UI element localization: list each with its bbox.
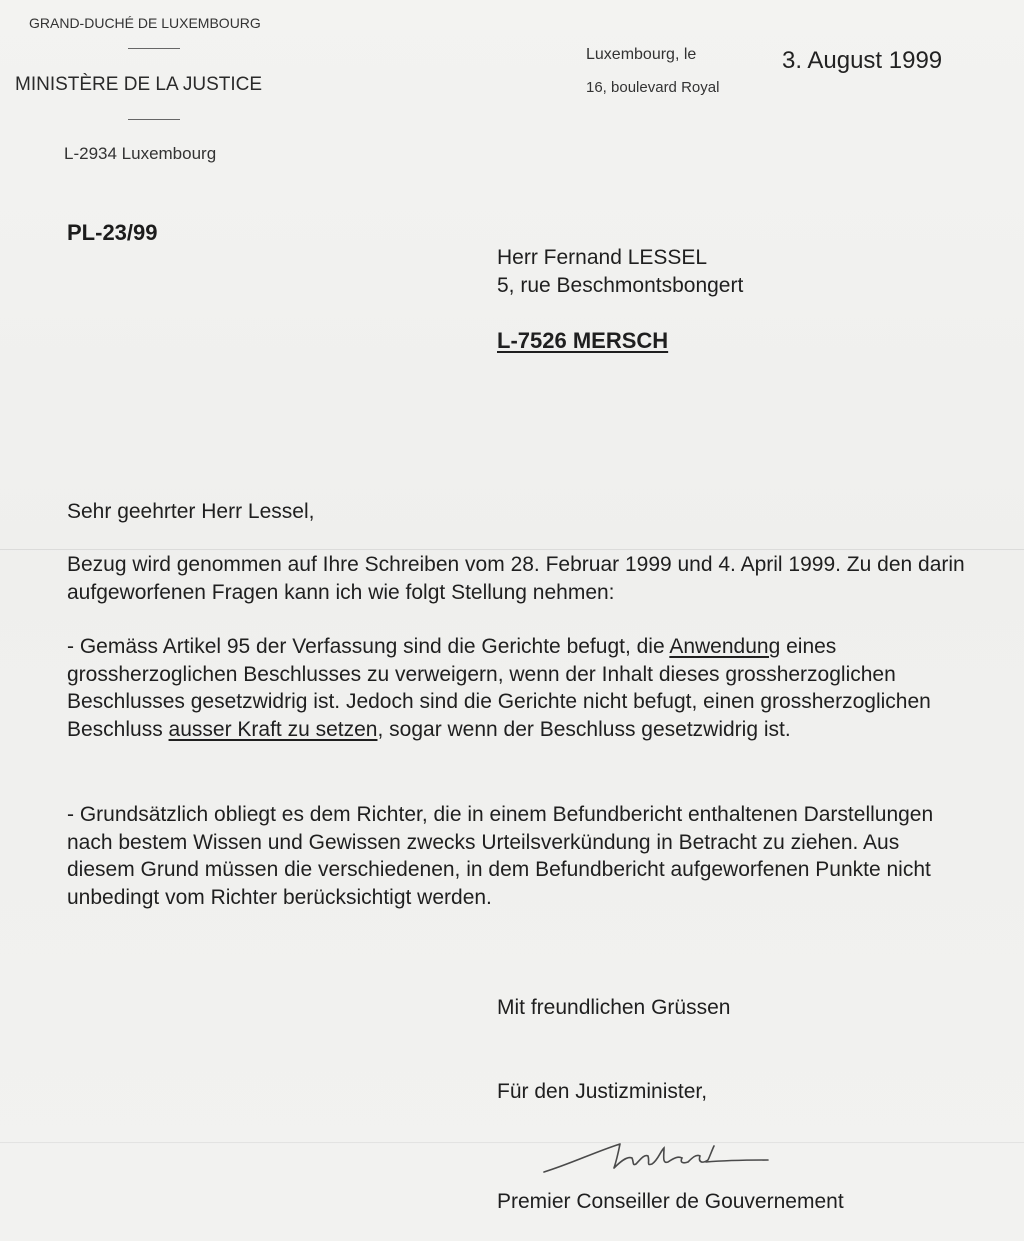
salutation: Sehr geehrter Herr Lessel, [67, 500, 315, 523]
letterhead-postal: L-2934 Luxembourg [64, 144, 217, 163]
signatory-on-behalf: Für den Justizminister, [497, 1080, 708, 1103]
letter-date: 3. August 1999 [782, 47, 943, 74]
paragraph-2-text: eines grossherzoglichen Beschlusses zu verweigern, wenn der Inhalt dieses grossherzoglichen Beschlusses gesetzwidrig ist. Jedoch sind die Gerichte nicht befugt, einen grossherzoglichen Beschluss [67, 635, 931, 741]
letterhead-street: 16, boulevard Royal [586, 79, 720, 96]
reference-number: PL-23/99 [67, 220, 158, 245]
letterhead-place: Luxembourg, le [586, 46, 697, 63]
letterhead-country: GRAND-DUCHÉ DE LUXEMBOURG [29, 15, 261, 31]
paragraph-2-text: , sogar wenn der Beschluss gesetzwidrig ist. [377, 717, 791, 741]
body-paragraph-3: - Grundsätzlich obliegt es dem Richter, die in einem Befundbericht enthaltenen Darstellungen nach bestem Wissen und Gewissen zwecks Urteilsverkündung in Betracht zu ziehen. Aus diesem Grund müssen die verschiedenen, in dem Befundbericht aufgeworfenen Punkte nicht unbedingt vom Richter berücksichtigt werden. [67, 803, 934, 909]
signer-title: Premier Conseiller de Gouvernement [497, 1190, 844, 1213]
body-paragraph-2 [67, 633, 967, 743]
underlined-term-ausser-kraft: ausser Kraft zu setzen [168, 717, 378, 741]
letterhead-divider [128, 119, 180, 120]
recipient-street: 5, rue Beschmontsbongert [497, 274, 744, 297]
recipient-name: Herr Fernand LESSEL [497, 246, 708, 269]
body-paragraph-1: Bezug wird genommen auf Ihre Schreiben vom 28. Februar 1999 und 4. April 1999. Zu den darin aufgeworfenen Fragen kann ich wie folgt Stellung nehmen: [67, 553, 965, 604]
handwritten-signature [540, 1130, 780, 1180]
recipient-city: L-7526 MERSCH [497, 328, 669, 353]
letterhead-ministry: MINISTÈRE DE LA JUSTICE [15, 74, 263, 95]
paper-fold-line [0, 1142, 1024, 1144]
letterhead-divider [128, 48, 180, 49]
underlined-term-anwendung: Anwendung [669, 635, 781, 658]
paragraph-2-text: - Gemäss Artikel 95 der Verfassung sind die Gerichte befugt, die [67, 635, 670, 658]
closing-formula: Mit freundlichen Grüssen [497, 996, 731, 1019]
